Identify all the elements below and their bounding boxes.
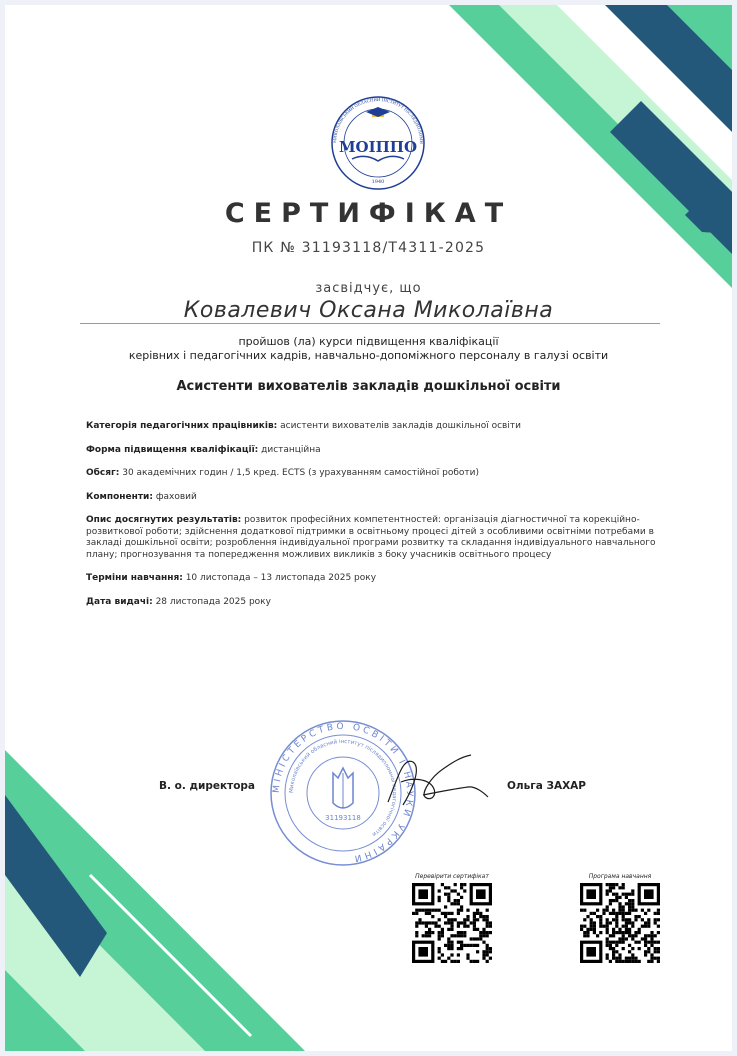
qr-code-verify[interactable]: [412, 883, 492, 963]
name-underline: [80, 323, 660, 324]
svg-text:МІНІСТЕРСТВО ОСВІТИ І НАУКИ УК: МІНІСТЕРСТВО ОСВІТИ І НАУКИ УКРАЇНИ: [271, 721, 415, 864]
signatory-role: В. о. директора: [159, 780, 256, 792]
detail-issue-date: Дата видачі: 28 листопада 2025 року: [86, 596, 271, 607]
attests-text: засвідчує, що: [315, 281, 422, 296]
institution-logo: [318, 95, 438, 195]
certificate-page: [5, 5, 732, 1051]
director-signature: [383, 747, 493, 817]
course-title: Асистенти вихователів закладів дошкільної освіти: [176, 379, 561, 394]
certificate-number: ПК № 31193118/Т4311-2025: [251, 240, 486, 256]
detail-form: Форма підвищення кваліфікації: дистанційна: [86, 444, 321, 455]
svg-text:МИКОЛАЇВСЬКИЙ ОБЛАСНИЙ ІНСТИТУ: МИКОЛАЇВСЬКИЙ ОБЛАСНИЙ ІНСТИТУТ ПІСЛЯДИПЛОМН: [331, 96, 425, 144]
detail-volume: Обсяг: 30 академічних годин / 1,5 кред. ECTS (з урахуванням самостійної роботи): [86, 468, 480, 478]
recipient-name: Ковалевич Оксана Миколаївна: [183, 298, 554, 323]
detail-components: Компоненти: фаховий: [86, 491, 197, 502]
detail-category: Категорія педагогічних працівників: асистенти вихователів закладів дошкільної освіти: [86, 421, 521, 431]
course-desc-line-1: пройшов (ла) курси підвищення кваліфікації: [238, 335, 499, 348]
details-section: [86, 421, 666, 620]
svg-text:31193118: 31193118: [325, 814, 361, 822]
svg-text:1940: 1940: [371, 179, 385, 185]
detail-dates: Терміни навчання: 10 листопада – 13 листопада 2025 року: [86, 573, 377, 583]
svg-text:МОІППО: МОІППО: [338, 138, 418, 156]
certificate-title: СЕРТИФІКАТ: [224, 198, 513, 229]
qr-caption-verify: Перевірити сертифікат: [415, 873, 489, 880]
course-description: [5, 335, 732, 363]
course-desc-line-2: керівних і педагогічних кадрів, навчально-допоміжного персоналу в галузі освіти: [128, 349, 609, 362]
detail-results: Опис досягнутих результатів: розвиток професійних компетентностей: організація діагностичної та корекційно-розвиткової роботи; здійснення додаткової підтримки в освітньому процесі дітей з особливими освітніми потребами в закладі дошкільної освіти; розроблення індивідуальної програми розвитку та складання індивідуального навчального плану; прогнозування та попередження можливих викликів з боку учасників освітнього процесу: [86, 515, 656, 560]
svg-text:Миколаївський обласний інститу: Миколаївський обласний інститут післядипломної педагогічної освіти: [288, 738, 398, 838]
qr-code-program[interactable]: [580, 883, 660, 963]
qr-caption-program: Програма навчання: [588, 873, 652, 880]
signatory-name: Ольга ЗАХАР: [507, 780, 586, 792]
